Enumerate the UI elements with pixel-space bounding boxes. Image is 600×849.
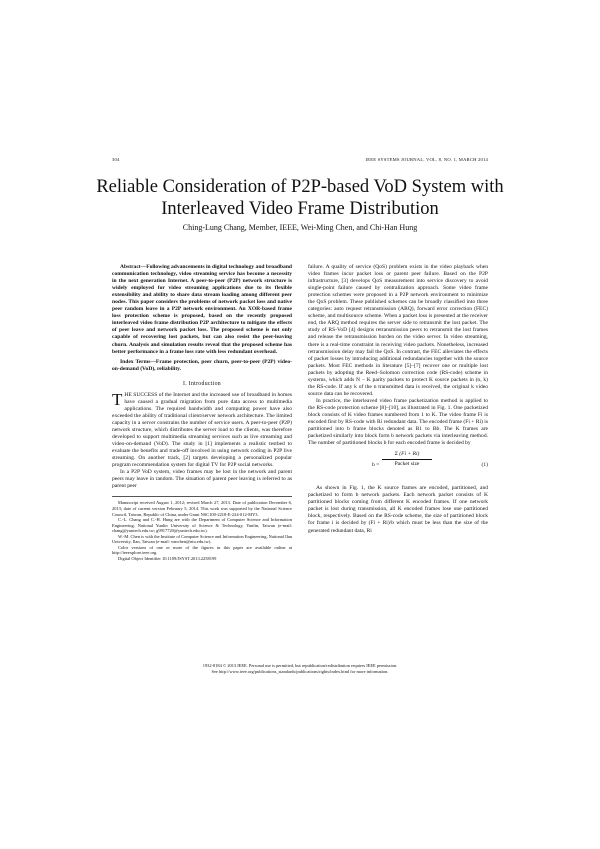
copyright-line-2: See http://www.ieee.org/publications_standards/publications/rights/index.html for more information. xyxy=(211,668,389,674)
right-column xyxy=(308,264,488,535)
footnote-affiliation-1: C.-L. Chang and C.-H. Hung are with the Department of Computer Science and Information Engineering, National Yunlin University of Science & Technology, Yunlin, Taiwan (e-mail: chang@yuntech.edu.tw; g9917720@yuntech.edu.tw). xyxy=(112,517,292,534)
page-number: 304 xyxy=(112,157,120,162)
copyright-notice xyxy=(112,663,488,674)
intro-text-1: HE SUCCESS of the Internet and the increased use of broadband in homes have caused a gradual migration from pure data access to multimedia applications. The required bandwidth and computing power have also exceeded the ability of traditional client/server network architecture. The limited capacity in a server constrains the number of service users. A peer-to-peer (P2P) network structure, which distributes the server load to the clients, was therefore developed to support multimedia streaming services such as live streaming and video-on-demand (VoD). The study in [1] implements a realistic testbed to evaluate the benefits and trade-off involved in using network coding in P2P live streaming. On another track, [2] targets developing a personalized popular program recommendation system for digital TV for P2P social networks. xyxy=(112,391,292,469)
footnotes xyxy=(112,496,292,561)
right-paragraph-2: In practice, the interleaved video frame packetization method is applied to the RS-code protection scheme [8]–[10], as illustrated in Fig. 1. One packetized block consists of K video frames numbered from 1 to K. The video frame Fi is encoded first by RS-code with Ri redundant data. The encoded frame (Fi + Ri) is partitioned into b frame blocks denoted as B1 to Bb. The K frames are packetized similarly into block form b network packets via interleaving method. The number of partitioned blocks b for each encoded frame is decided by xyxy=(308,397,488,447)
equation-number: (1) xyxy=(481,462,488,469)
equation-lhs: b = xyxy=(372,462,380,469)
intro-paragraph-2: In a P2P VoD system, video frames may be lost in the network and parent peers may leave in random. The situation of parent peer leaving is referred to as parent peer xyxy=(112,469,292,490)
journal-name: IEEE SYSTEMS JOURNAL, VOL. 8, NO. 1, MARCH 2014 xyxy=(365,157,488,162)
section-heading: I. Introduction xyxy=(183,380,221,387)
equation-denominator: Packet size xyxy=(394,461,420,468)
right-paragraph-1: failure. A quality of service (QoS) problem exists in the video playback when video frames incur packet loss or parent peer failure. Based on the P2P infrastructure, [3] develops QoS measurement into service discovery to avoid single-point failure caused by centralization approach. Some video frame protection schemes were proposed in a P2P network environment to minimize the QoS problem. These published schemes can be broadly classified into three categories: auto request retransmission (ARQ), forward error correction (FEC) scheme, and multisource scheme. When a packet loss is presented at the receiver end, the ARQ method requires the server side to retransmit the lost packet. The study of RS-VoD [4] designs retransmission peers to retransmit the lost frames and release the retransmission burden on the video server. In video streaming, there is a real-time constraint in receiving video packets. Nonetheless, increased retransmission delay may fail the QoS. In contrast, the FEC alleviates the effects of packet losses by introducing additional redundancies together with the source packets. Most FEC methods in literature [5]–[7] recover one or multiple lost packets by adopting the Reed–Solomon correction code (RS-code) scheme in systems, which adds N − K parity packets to protect K source packets in (n, k) the RS-code. If any k of the n transmitted data is received, the original k video source data can be recovered. xyxy=(308,264,488,397)
equation-numerator: Σ (Fi + Ri) xyxy=(382,451,432,460)
footnote-received: Manuscript received August 1, 2012; revised March 27, 2013. Date of publication December 6, 2013; date of current version February 5, 2014. This work was supported by the National Science Council, Taiwan, Republic of China, under Grant NSC100-2218-E-224-012-MY3. xyxy=(112,500,292,517)
copyright-line-1: 1932-8184 © 2013 IEEE. Personal use is permitted, but republication/redistribution requires IEEE permission. xyxy=(202,663,398,668)
index-terms: Index Terms—Frame protection, peer churn, peer-to-peer (P2P) video-on-demand (VoD), reliability. xyxy=(112,358,292,372)
footnote-doi: Digital Object Identifier 10.1109/JSYST.2013.2258199 xyxy=(118,555,217,561)
drop-cap: T xyxy=(112,389,123,409)
author-list: Ching-Lung Chang, Member, IEEE, Wei-Ming Chen, and Chi-Han Hung xyxy=(182,223,418,232)
equation-fraction xyxy=(382,451,432,468)
intro-paragraph-1 xyxy=(112,389,292,470)
equation-1 xyxy=(308,451,488,481)
left-column xyxy=(112,264,292,561)
paper-title: Reliable Consideration of P2P-based VoD System with Interleaved Video Frame Distribution xyxy=(96,177,504,219)
abstract: Abstract—Following advancements in digital technology and broadband communication technology, video streaming service has become a necessity in the next generation Internet. A peer-to-peer (P2P) network structure is widely employed for video streaming applications due to its flexible extensibility and ability to share data stream loading among different peer nodes. This paper considers the problems of network packet loss and native peer random leave in a P2P network environment. An XOR-based frame loss protection scheme is proposed, based on the recently proposed interleaved video frame distribution P2P architecture to mitigate the effects of peer leave and network packet loss. The proposed scheme is not only capable of recovering lost packets, but can also resist the peer-leaving churn. Analysis and simulation results reveal that the proposed scheme has better performance in a frame loss rate with less redundant overhead. xyxy=(112,264,292,355)
footnote-affiliation-2: W.-M. Chen is with the Institute of Computer Science and Information Engineering, National Ilan University, Ilan, Taiwan (e-mail: wmchen@niu.edu.tw). xyxy=(112,533,292,545)
footnote-color: Color versions of one or more of the figures in this paper are available online at http://ieeexplore.ieee.org. xyxy=(112,544,292,556)
right-paragraph-3: As shown in Fig. 1, the K source frames are encoded, partitioned, and packetized to form b network packets. Each network packet consists of K partitioned blocks coming from different K encoded frames. If one network packet is lost during transmission, all K encoded frames lose one partitioned block, respectively. Based on the RS-code scheme, the size of partitioned block for frame i is decided by (Fi + Ri)/b which must be less than the size of the generated redundant data, Ri xyxy=(308,485,488,534)
